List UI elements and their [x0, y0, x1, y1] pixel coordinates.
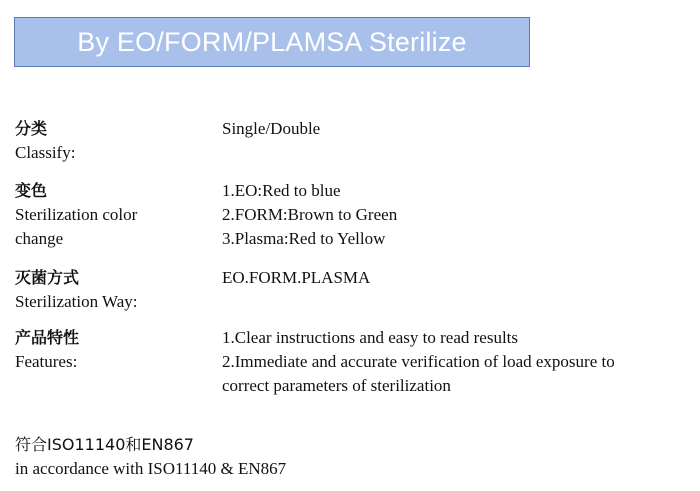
value-line: 2.Immediate and accurate verification of load exposure to — [222, 352, 615, 371]
value-line: 1.Clear instructions and easy to read results — [222, 328, 519, 347]
label-cn: 灭菌方式 — [15, 268, 80, 287]
title-banner — [14, 17, 530, 67]
spec-value — [222, 179, 692, 251]
label-en: Features: — [15, 352, 78, 371]
compliance-footer — [15, 433, 685, 481]
compliance-en: in accordance with ISO11140 & EN867 — [15, 459, 287, 478]
compliance-cn: 符合ISO11140和EN867 — [15, 435, 194, 454]
label-cn: 变色 — [15, 181, 48, 200]
banner-title: By EO/FORM/PLAMSA Sterilize — [77, 26, 467, 57]
spec-label — [15, 117, 215, 165]
value-line: correct parameters of sterilization — [222, 376, 451, 395]
spec-label — [15, 179, 215, 251]
spec-label — [15, 266, 215, 314]
value-line: 1.EO:Red to blue — [222, 181, 341, 200]
label-en: change — [15, 229, 64, 248]
spec-label — [15, 326, 215, 374]
value-line: EO.FORM.PLASMA — [222, 268, 371, 287]
label-en: Classify: — [15, 143, 76, 162]
value-line: 2.FORM:Brown to Green — [222, 205, 398, 224]
label-cn: 产品特性 — [15, 328, 80, 347]
label-en: Sterilization Way: — [15, 292, 138, 311]
label-en: Sterilization color — [15, 205, 138, 224]
spec-value — [222, 266, 692, 290]
value-line: 3.Plasma:Red to Yellow — [222, 229, 386, 248]
spec-value — [222, 117, 692, 141]
value-line: Single/Double — [222, 119, 321, 138]
label-cn: 分类 — [15, 119, 48, 138]
spec-value — [222, 326, 692, 398]
